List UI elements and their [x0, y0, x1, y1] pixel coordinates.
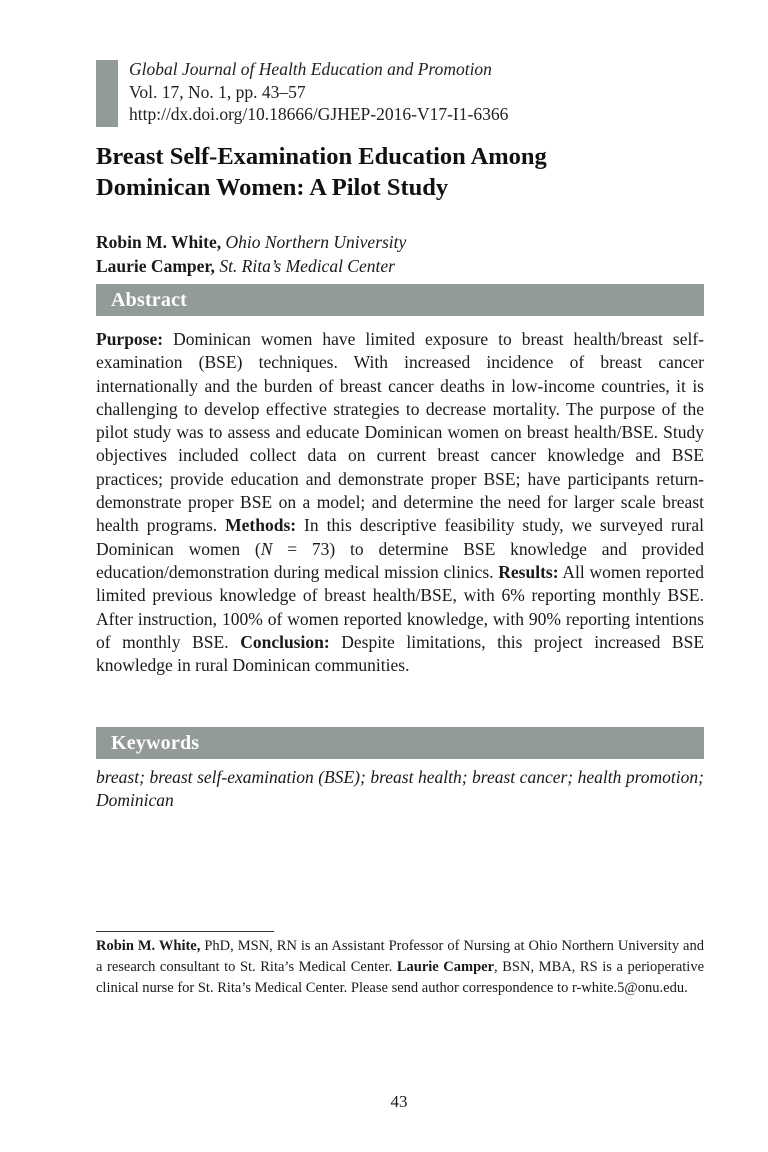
abstract-body [96, 328, 704, 677]
keywords-list: breast; breast self-examination (BSE); breast health; breast cancer; health promotion; Dominican [96, 767, 704, 811]
methods-text-continued: = 73) to determine BSE knowledge and provided education/demonstration during medical mission clinics. [96, 538, 704, 582]
conclusion-text: Despite limitations, this project increased BSE knowledge in rural Dominican communities. [96, 631, 705, 676]
journal-header [129, 58, 508, 126]
author-entry [96, 254, 406, 278]
author-footnote [96, 936, 704, 999]
title-line-1: Breast Self-Examination Education Among [96, 143, 547, 170]
article-title [96, 141, 708, 203]
journal-accent-bar [96, 60, 118, 127]
footnote-author-1: Robin M. White, [96, 938, 201, 954]
footnote-text-2: , BSN, MBA, RS is a perioperative clinical nurse for St. Rita’s Medical Center. Please send author correspondence to r-white.5@onu.edu. [96, 959, 704, 996]
conclusion-label: Conclusion: [240, 631, 330, 652]
results-text: All women reported limited previous knowledge of breast health/BSE, with 6% reporting monthly BSE. After instruction, 100% of women reported knowledge, with 90% reporting intentions of monthly BSE. [96, 561, 704, 652]
purpose-label: Purpose: [96, 329, 164, 349]
purpose-text: Dominican women have limited exposure to breast health/breast self-examination (BSE) techniques. With increased incidence of breast cancer internationally and the burden of breast cancer deaths in low-income countries, it is challenging to develop effective strategies to decrease mortality. The purpose of the pilot study was to assess and educate Dominican women on breast health/BSE. Study objectives included collect data on current breast cancer knowledge and BSE practices; provide education and demonstrate proper BSE; have participants return-demonstrate proper BSE on a model; and determine the need for larger scale breast health programs. [96, 329, 704, 536]
author-affiliation: St. Rita’s Medical Center [219, 256, 395, 276]
author-name: Robin M. White, [96, 232, 222, 252]
page-number: 43 [390, 1092, 408, 1111]
results-label: Results: [498, 561, 559, 582]
author-name: Laurie Camper, [96, 256, 215, 276]
abstract-heading: Abstract [96, 284, 704, 316]
footnote-divider [96, 931, 274, 932]
sample-size-symbol: N [260, 538, 273, 559]
methods-text: In this descriptive feasibility study, we surveyed rural Dominican women ( [96, 515, 705, 559]
keywords-heading: Keywords [96, 727, 704, 759]
footnote-author-2: Laurie Camper [396, 959, 495, 975]
journal-name: Global Journal of Health Education and Promotion [129, 59, 492, 79]
journal-doi-link[interactable]: http://dx.doi.org/10.18666/GJHEP-2016-V17-I1-6366 [129, 104, 509, 124]
footnote-text-1: PhD, MSN, RN is an Assistant Professor of Nursing at Ohio Northern University and a research consultant to St. Rita’s Medical Center. [96, 938, 704, 975]
author-entry [96, 230, 406, 254]
title-line-2: Dominican Women: A Pilot Study [96, 174, 449, 201]
journal-volume: Vol. 17, No. 1, pp. 43–57 [129, 81, 306, 102]
author-list [96, 230, 406, 278]
author-affiliation: Ohio Northern University [225, 232, 407, 252]
methods-label: Methods: [225, 515, 297, 536]
